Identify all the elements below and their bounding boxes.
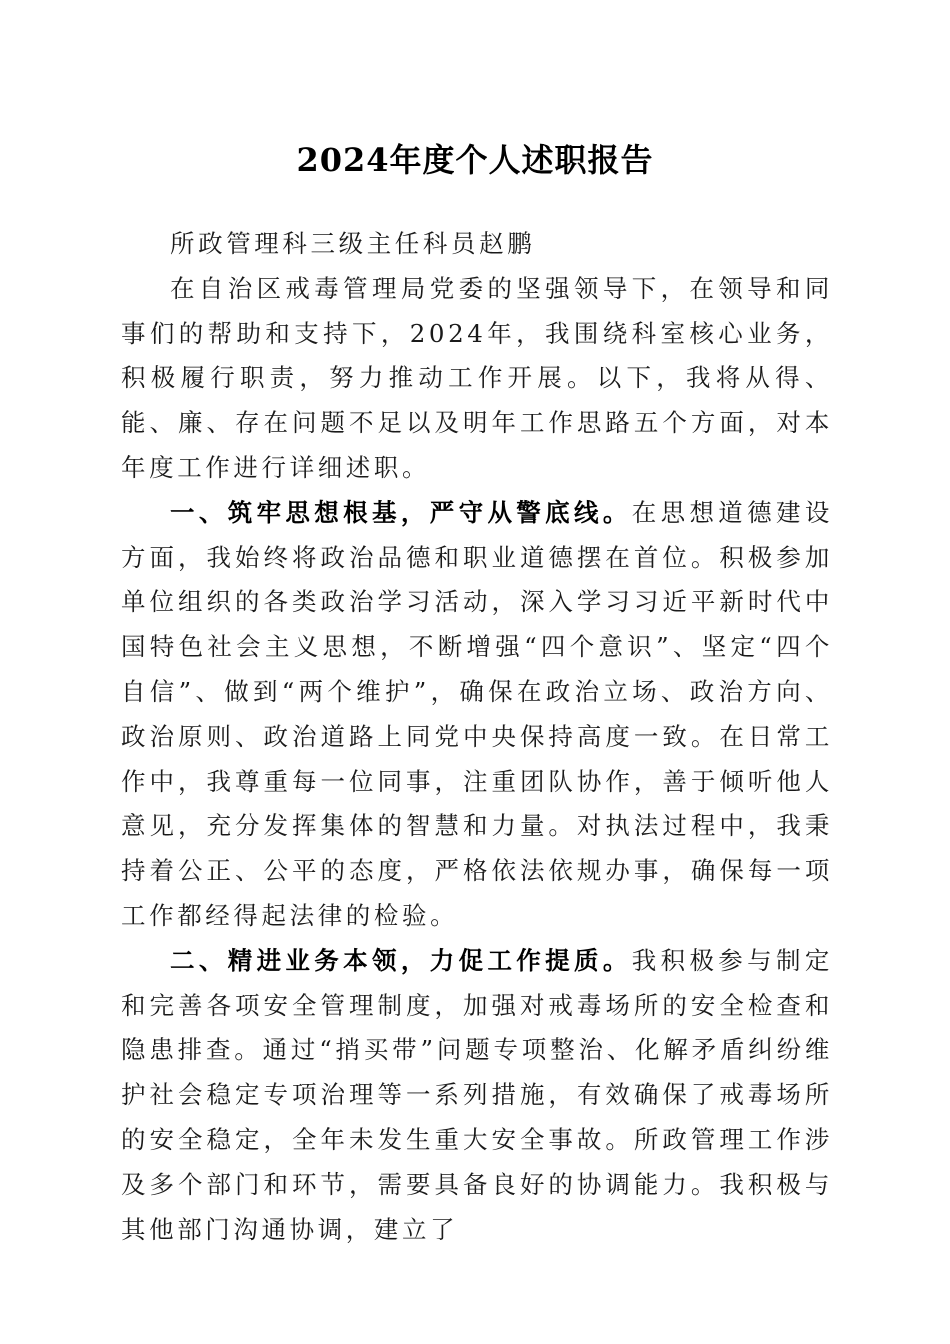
section-heading: 二、精进业务本领，力促工作提质。 xyxy=(170,945,632,975)
section-paragraph xyxy=(121,939,833,1253)
intro-paragraph: 在自治区戒毒管理局党委的坚强领导下，在领导和同事们的帮助和支持下，2024年，我围绕科室核心业务，积极履行职责，努力推动工作开展。以下，我将从得、能、廉、存在问题不足以及明年工作思路五个方面，对本年度工作进行详细述职。 xyxy=(121,273,833,482)
section-paragraph xyxy=(121,491,833,939)
section-text: 我积极参与制定和完善各项安全管理制度，加强对戒毒场所的安全检查和隐患排查。通过“捎买带”问题专项整治、化解矛盾纠纷维护社会稳定专项治理等一系列措施，有效确保了戒毒场所的安全稳定，全年未发生重大安全事故。所政管理工作涉及多个部门和环节，需要具备良好的协调能力。我积极与其他部门沟通协调，建立了 xyxy=(121,945,833,1244)
author-line: 所政管理科三级主任科员赵鹏 xyxy=(170,229,536,258)
section-heading: 一、筑牢思想根基，严守从警底线。 xyxy=(170,497,632,527)
document-body xyxy=(121,222,833,1252)
section-text: 在思想道德建设方面，我始终将政治品德和职业道德摆在首位。积极参加单位组织的各类政治学习活动，深入学习习近平新时代中国特色社会主义思想，不断增强“四个意识”、坚定“四个自信”、做到“两个维护”，确保在政治立场、政治方向、政治原则、政治道路上同党中央保持高度一致。在日常工作中，我尊重每一位同事，注重团队协作，善于倾听他人意见，充分发挥集体的智慧和力量。对执法过程中，我秉持着公正、公平的态度，严格依法依规办事，确保每一项工作都经得起法律的检验。 xyxy=(121,497,833,930)
page-title: 2024年度个人述职报告 xyxy=(296,141,654,179)
